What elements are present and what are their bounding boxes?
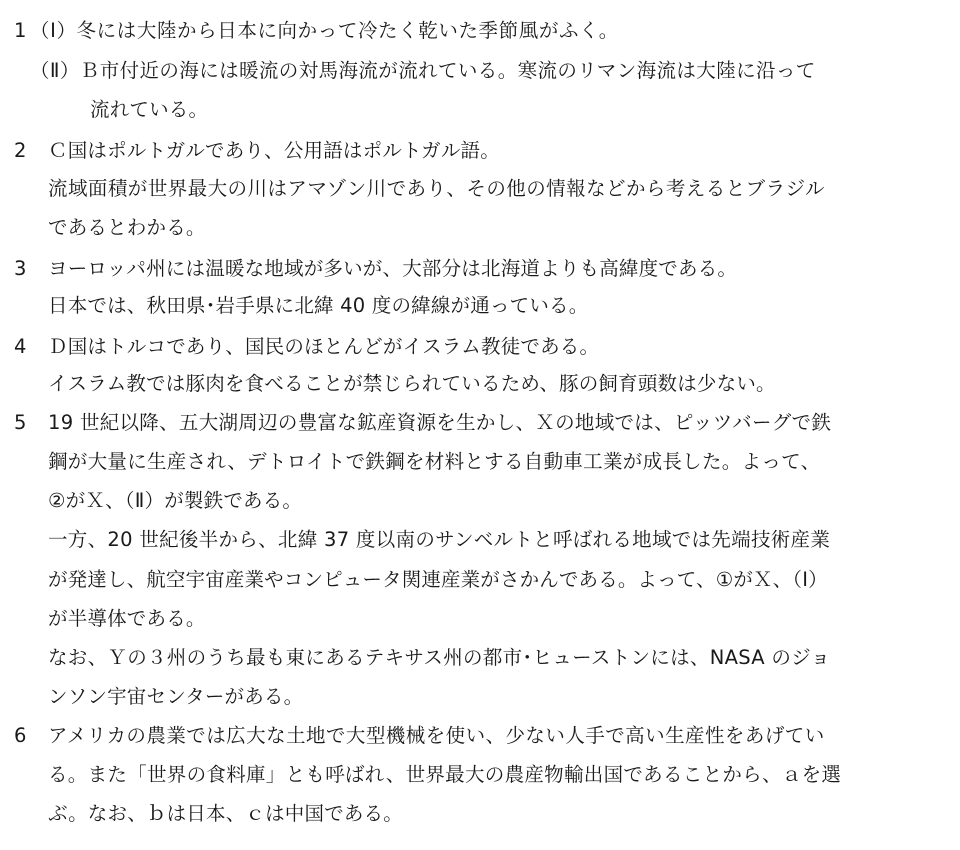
answer-5-line-2: 鋼が大量に生産され、デトロイトで鉄鋼を材料とする自動車工業が成長した。よって、 bbox=[48, 450, 821, 473]
answer-1-line-3: 流れている。 bbox=[90, 98, 209, 121]
answer-1-line-2: （Ⅱ）Ｂ市付近の海には暖流の対馬海流が流れている。寒流のリマン海流は大陸に沿って bbox=[30, 59, 816, 82]
answer-5-line-3: ②がＸ、（Ⅱ）が製鉄である。 bbox=[48, 489, 303, 512]
answer-5-line-7: なお、Ｙの３州のうち最も東にあるテキサス州の都市･ヒューストンには、NASA のジョ bbox=[48, 646, 831, 669]
item-number-5: 5 bbox=[14, 411, 27, 434]
item-number-2: 2 bbox=[14, 139, 27, 162]
answer-6-line-3: ぶ。なお、ｂは日本、ｃは中国である。 bbox=[48, 802, 403, 825]
answer-5-line-6: が半導体である。 bbox=[48, 607, 206, 630]
answer-6-line-2: る。また「世界の食料庫」とも呼ばれ、世界最大の農産物輸出国であることから、ａを選 bbox=[48, 763, 842, 786]
answer-4-line-1: Ｄ国はトルコであり、国民のほとんどがイスラム教徒である。 bbox=[48, 335, 600, 358]
answer-2-line-3: であるとわかる。 bbox=[48, 216, 206, 239]
item-number-3: 3 bbox=[14, 257, 27, 280]
answer-5-line-4: 一方、20 世紀後半から、北緯 37 度以南のサンベルトと呼ばれる地域では先端技術産業 bbox=[48, 528, 831, 551]
answer-5-line-5: が発達し、航空宇宙産業やコンピュータ関連産業がさかんである。よって、①がＸ、（Ⅰ） bbox=[48, 568, 828, 591]
item-number-6: 6 bbox=[14, 724, 27, 747]
answer-3-line-1: ヨーロッパ州には温暖な地域が多いが、大部分は北海道よりも高緯度である。 bbox=[48, 257, 738, 280]
answer-3-line-2: 日本では、秋田県･岩手県に北緯 40 度の緯線が通っている。 bbox=[48, 294, 589, 317]
answer-6-line-1: アメリカの農業では広大な土地で大型機械を使い、少ない人手で高い生産性をあげてい bbox=[48, 724, 825, 747]
answer-4-line-2: イスラム教では豚肉を食べることが禁じられているため、豚の飼育頭数は少ない。 bbox=[48, 372, 776, 395]
answer-5-line-1: 19 世紀以降、五大湖周辺の豊富な鉱産資源を生かし、Ｘの地域では、ピッツバーグで鉄 bbox=[48, 411, 832, 434]
answer-2-line-1: Ｃ国はポルトガルであり、公用語はポルトガル語。 bbox=[48, 139, 500, 162]
answer-5-line-8: ンソン宇宙センターがある。 bbox=[48, 685, 304, 708]
answer-2-line-2: 流域面積が世界最大の川はアマゾン川であり、その他の情報などから考えるとブラジル bbox=[48, 177, 825, 200]
item-number-1: 1 bbox=[14, 19, 27, 42]
item-number-4: 4 bbox=[14, 335, 27, 358]
answer-1-line-1: （Ⅰ）冬には大陸から日本に向かって冷たく乾いた季節風がふく。 bbox=[30, 19, 619, 42]
